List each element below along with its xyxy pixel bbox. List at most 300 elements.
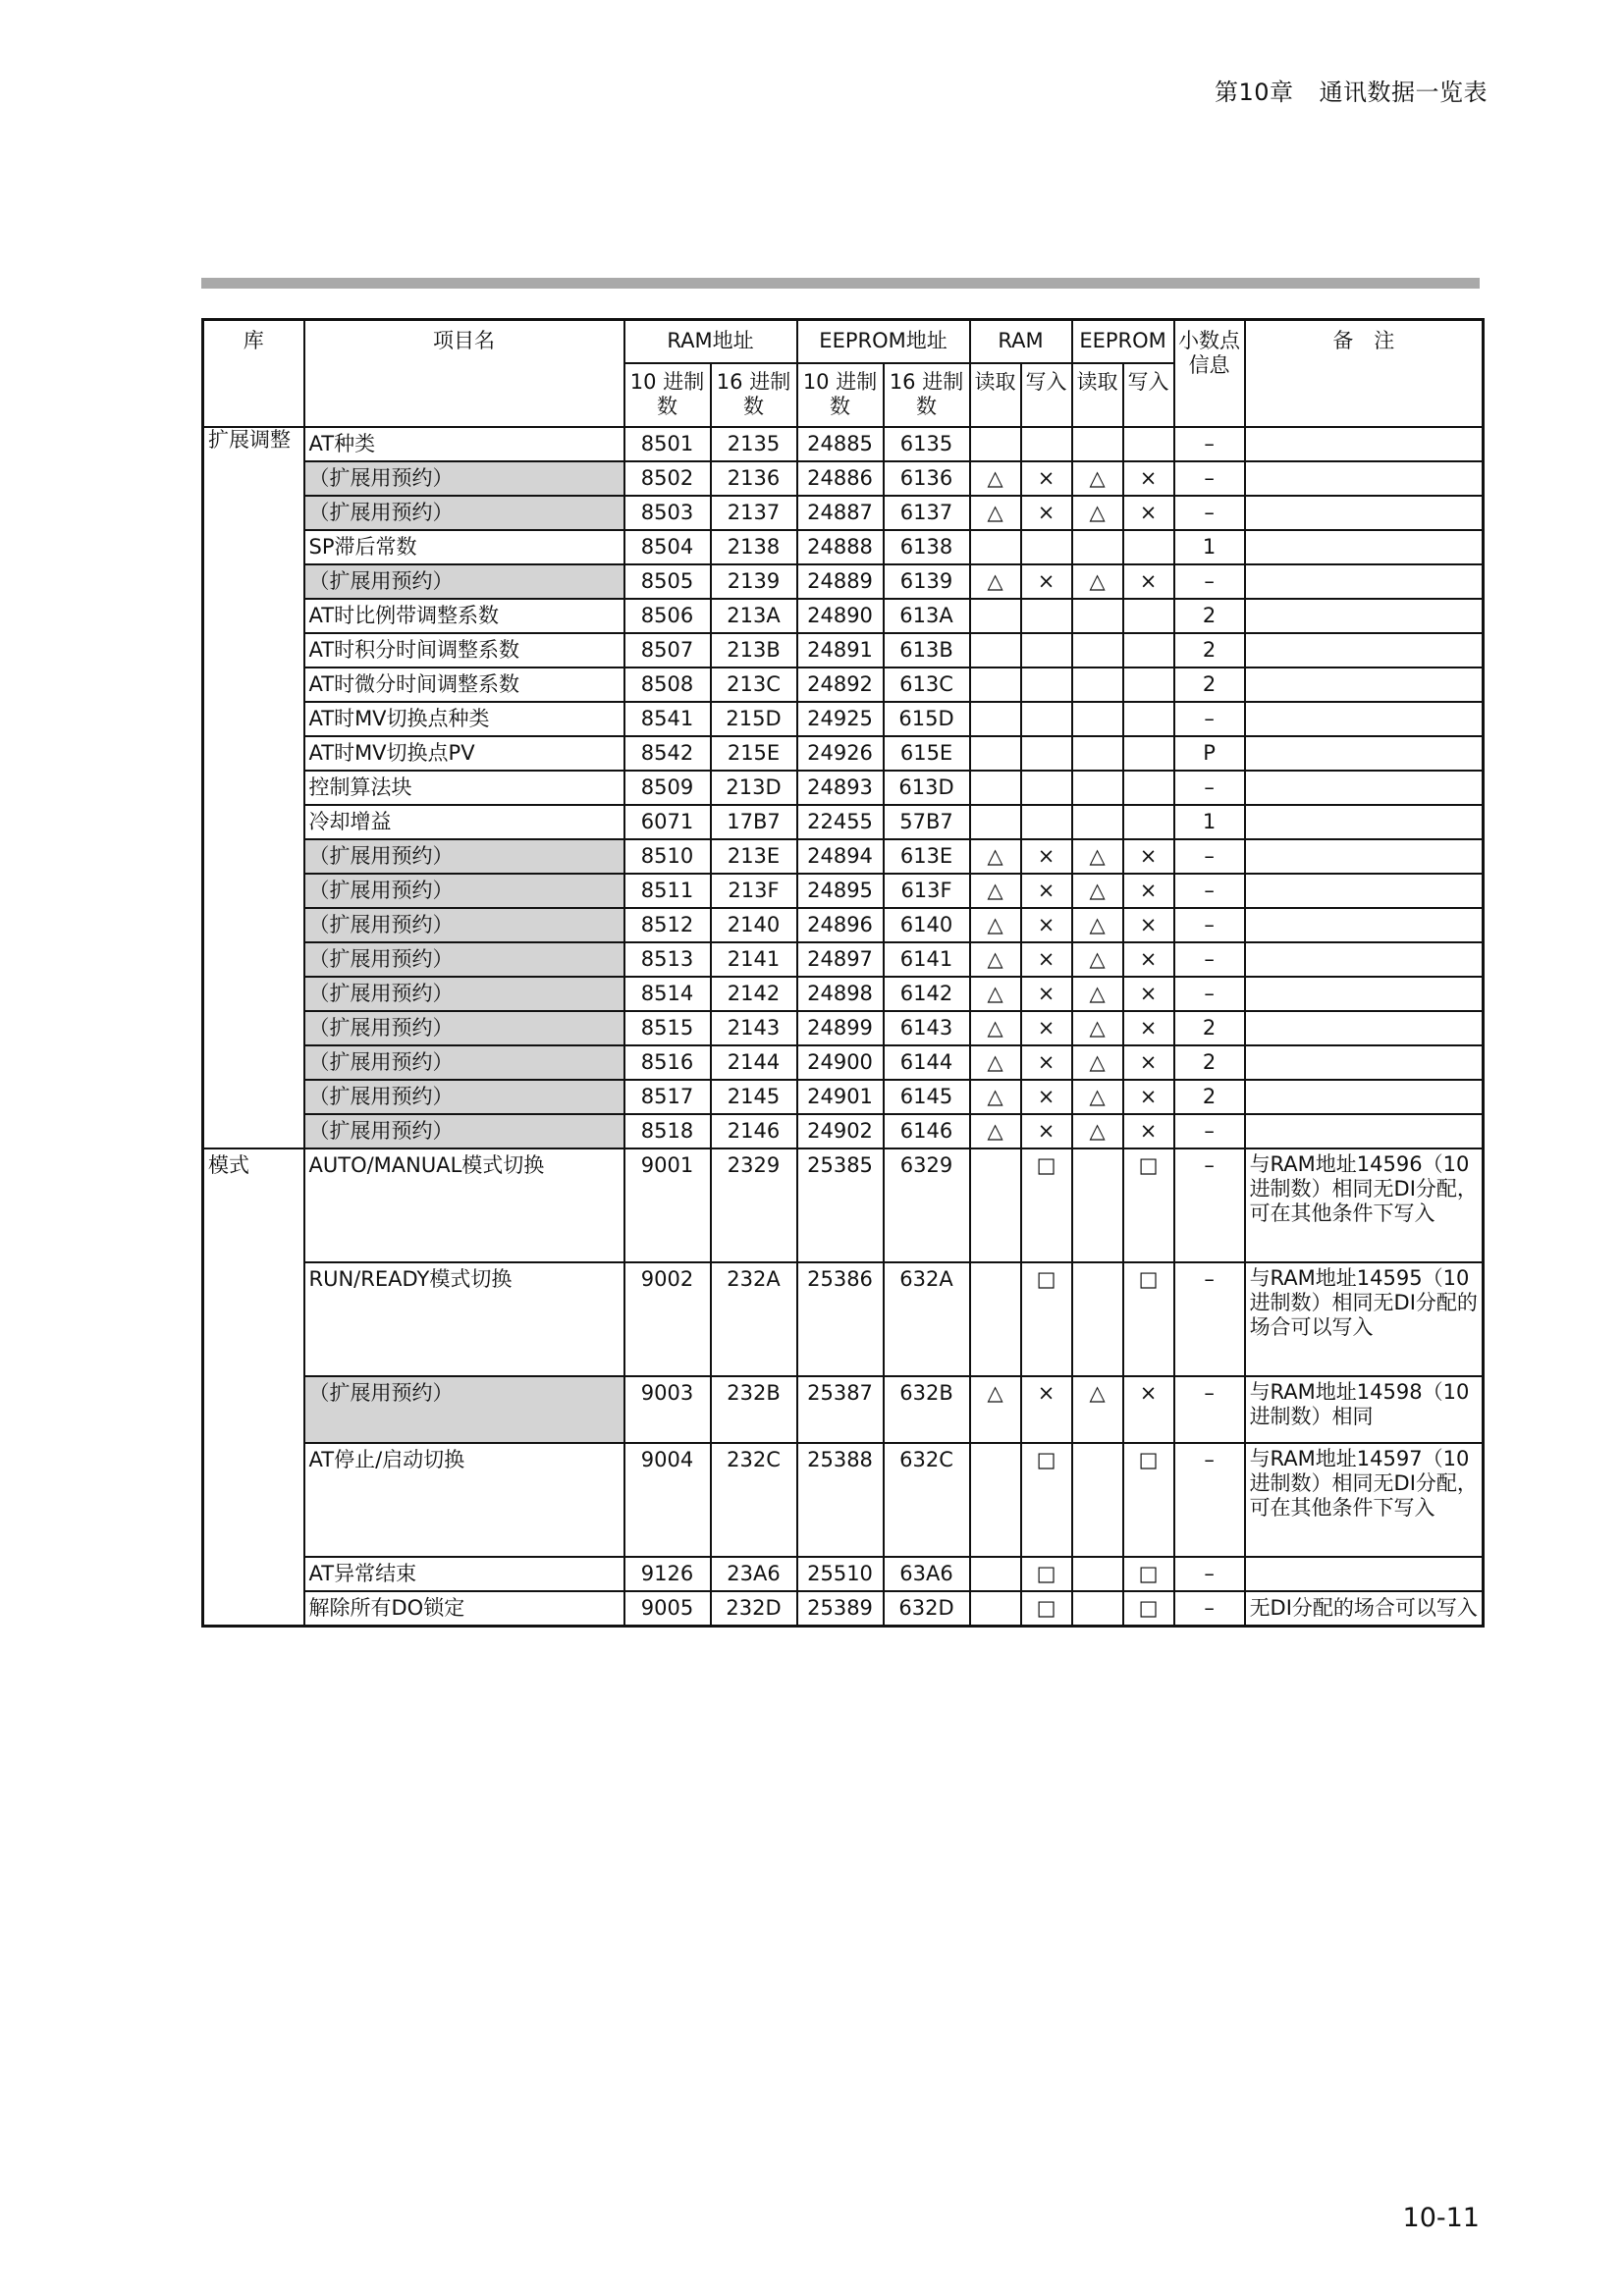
cell-eeprom-dec: 24926 bbox=[797, 736, 884, 771]
cell-note bbox=[1245, 633, 1484, 667]
cell-ram-dec: 8510 bbox=[624, 839, 711, 874]
cell-eeprom-hex: 613C bbox=[884, 667, 970, 702]
cell-ram-read: △ bbox=[970, 1045, 1021, 1080]
cell-item-name: （扩展用预约） bbox=[304, 977, 624, 1011]
cell-ram-read: △ bbox=[970, 1080, 1021, 1114]
cell-ram-hex: 2144 bbox=[711, 1045, 797, 1080]
cell-ram-hex: 213A bbox=[711, 599, 797, 633]
cell-eeprom-read: △ bbox=[1072, 496, 1123, 530]
cell-eeprom-write bbox=[1123, 633, 1174, 667]
cell-ram-write: □ bbox=[1021, 1262, 1072, 1376]
cell-eeprom-read: △ bbox=[1072, 839, 1123, 874]
col-header-ram-write: 写入 bbox=[1021, 363, 1072, 427]
chapter-title: 通讯数据一览表 bbox=[1319, 79, 1488, 106]
cell-eeprom-write bbox=[1123, 427, 1174, 461]
cell-eeprom-write bbox=[1123, 530, 1174, 564]
cell-eeprom-dec: 24925 bbox=[797, 702, 884, 736]
group-label-mode: 模式 bbox=[203, 1148, 304, 1627]
cell-ram-write: × bbox=[1021, 977, 1072, 1011]
cell-note bbox=[1245, 1557, 1484, 1591]
cell-ram-read bbox=[970, 1557, 1021, 1591]
cell-note bbox=[1245, 427, 1484, 461]
cell-eeprom-hex: 615E bbox=[884, 736, 970, 771]
cell-eeprom-read: △ bbox=[1072, 942, 1123, 977]
cell-ram-dec: 8506 bbox=[624, 599, 711, 633]
cell-eeprom-read: △ bbox=[1072, 874, 1123, 908]
cell-eeprom-dec: 24897 bbox=[797, 942, 884, 977]
cell-eeprom-dec: 24887 bbox=[797, 496, 884, 530]
col-header-ram: RAM bbox=[970, 320, 1072, 364]
cell-ram-read: △ bbox=[970, 874, 1021, 908]
cell-ram-write: × bbox=[1021, 1114, 1072, 1148]
cell-decimal-info: 2 bbox=[1174, 1080, 1245, 1114]
cell-ram-write: □ bbox=[1021, 1148, 1072, 1262]
cell-note bbox=[1245, 942, 1484, 977]
cell-eeprom-hex: 6329 bbox=[884, 1148, 970, 1262]
cell-decimal-info: – bbox=[1174, 977, 1245, 1011]
cell-eeprom-write bbox=[1123, 599, 1174, 633]
cell-note: 与RAM地址14597（10进制数）相同无DI分配，可在其他条件下写入 bbox=[1245, 1443, 1484, 1557]
cell-ram-dec: 9004 bbox=[624, 1443, 711, 1557]
col-header-ram-addr: RAM地址 bbox=[624, 320, 797, 364]
cell-ram-write bbox=[1021, 702, 1072, 736]
cell-eeprom-write: × bbox=[1123, 496, 1174, 530]
page-number: 10-11 bbox=[1402, 2203, 1480, 2233]
cell-eeprom-read: △ bbox=[1072, 1080, 1123, 1114]
cell-eeprom-write: □ bbox=[1123, 1591, 1174, 1627]
col-header-notes: 备 注 bbox=[1245, 320, 1484, 428]
cell-eeprom-hex: 6138 bbox=[884, 530, 970, 564]
cell-ram-dec: 8541 bbox=[624, 702, 711, 736]
cell-item-name: （扩展用预约） bbox=[304, 1376, 624, 1443]
cell-eeprom-dec: 24892 bbox=[797, 667, 884, 702]
cell-eeprom-dec: 22455 bbox=[797, 805, 884, 839]
cell-decimal-info: 2 bbox=[1174, 1045, 1245, 1080]
cell-item-name: 控制算法块 bbox=[304, 771, 624, 805]
table-row bbox=[203, 1443, 1484, 1557]
cell-item-name: AT时积分时间调整系数 bbox=[304, 633, 624, 667]
cell-eeprom-dec: 24900 bbox=[797, 1045, 884, 1080]
cell-decimal-info: – bbox=[1174, 1262, 1245, 1376]
cell-ram-read bbox=[970, 530, 1021, 564]
col-header-eeprom-dec: 10 进制数 bbox=[797, 363, 884, 427]
cell-ram-write: × bbox=[1021, 1011, 1072, 1045]
cell-eeprom-write: × bbox=[1123, 1045, 1174, 1080]
table-row bbox=[203, 1591, 1484, 1627]
cell-decimal-info: 1 bbox=[1174, 805, 1245, 839]
cell-ram-write bbox=[1021, 736, 1072, 771]
table-row bbox=[203, 427, 1484, 461]
cell-ram-dec: 8503 bbox=[624, 496, 711, 530]
table-row bbox=[203, 1114, 1484, 1148]
cell-item-name: AT时MV切换点种类 bbox=[304, 702, 624, 736]
cell-item-name: SP滞后常数 bbox=[304, 530, 624, 564]
cell-ram-hex: 213E bbox=[711, 839, 797, 874]
table-row bbox=[203, 633, 1484, 667]
table-row bbox=[203, 496, 1484, 530]
cell-eeprom-dec: 24890 bbox=[797, 599, 884, 633]
col-header-decimal: 小数点信息 bbox=[1174, 320, 1245, 428]
cell-eeprom-hex: 6141 bbox=[884, 942, 970, 977]
cell-ram-dec: 8505 bbox=[624, 564, 711, 599]
cell-ram-write: × bbox=[1021, 564, 1072, 599]
cell-ram-read: △ bbox=[970, 908, 1021, 942]
cell-ram-dec: 9001 bbox=[624, 1148, 711, 1262]
cell-eeprom-dec: 24885 bbox=[797, 427, 884, 461]
cell-item-name: AT时比例带调整系数 bbox=[304, 599, 624, 633]
cell-ram-dec: 8501 bbox=[624, 427, 711, 461]
cell-eeprom-dec: 25386 bbox=[797, 1262, 884, 1376]
cell-note bbox=[1245, 839, 1484, 874]
cell-note bbox=[1245, 1045, 1484, 1080]
cell-ram-hex: 2143 bbox=[711, 1011, 797, 1045]
cell-item-name: （扩展用预约） bbox=[304, 874, 624, 908]
cell-ram-hex: 232C bbox=[711, 1443, 797, 1557]
cell-note: 无DI分配的场合可以写入 bbox=[1245, 1591, 1484, 1627]
cell-item-name: AUTO/MANUAL模式切换 bbox=[304, 1148, 624, 1262]
cell-eeprom-dec: 24902 bbox=[797, 1114, 884, 1148]
section-divider-bar bbox=[201, 278, 1480, 289]
cell-item-name: 冷却增益 bbox=[304, 805, 624, 839]
table-row bbox=[203, 1376, 1484, 1443]
cell-eeprom-hex: 6135 bbox=[884, 427, 970, 461]
cell-eeprom-write bbox=[1123, 702, 1174, 736]
cell-ram-write bbox=[1021, 805, 1072, 839]
cell-eeprom-dec: 25510 bbox=[797, 1557, 884, 1591]
cell-ram-read: △ bbox=[970, 1011, 1021, 1045]
cell-ram-read: △ bbox=[970, 461, 1021, 496]
cell-item-name: （扩展用预约） bbox=[304, 839, 624, 874]
cell-eeprom-write: □ bbox=[1123, 1262, 1174, 1376]
cell-decimal-info: – bbox=[1174, 908, 1245, 942]
cell-decimal-info: 2 bbox=[1174, 599, 1245, 633]
cell-note bbox=[1245, 1011, 1484, 1045]
cell-note bbox=[1245, 805, 1484, 839]
cell-ram-write: □ bbox=[1021, 1443, 1072, 1557]
cell-decimal-info: – bbox=[1174, 1443, 1245, 1557]
cell-eeprom-read bbox=[1072, 599, 1123, 633]
cell-eeprom-read bbox=[1072, 427, 1123, 461]
cell-eeprom-dec: 25389 bbox=[797, 1591, 884, 1627]
cell-ram-read: △ bbox=[970, 839, 1021, 874]
table-row bbox=[203, 977, 1484, 1011]
cell-ram-hex: 215E bbox=[711, 736, 797, 771]
cell-ram-read bbox=[970, 633, 1021, 667]
cell-ram-read bbox=[970, 667, 1021, 702]
cell-eeprom-dec: 24895 bbox=[797, 874, 884, 908]
table-row bbox=[203, 667, 1484, 702]
table-row bbox=[203, 908, 1484, 942]
table-row bbox=[203, 874, 1484, 908]
cell-ram-hex: 232A bbox=[711, 1262, 797, 1376]
cell-eeprom-dec: 24898 bbox=[797, 977, 884, 1011]
cell-item-name: （扩展用预约） bbox=[304, 1011, 624, 1045]
col-header-ram-read: 读取 bbox=[970, 363, 1021, 427]
cell-ram-hex: 213D bbox=[711, 771, 797, 805]
cell-ram-dec: 9126 bbox=[624, 1557, 711, 1591]
cell-ram-dec: 8502 bbox=[624, 461, 711, 496]
cell-note bbox=[1245, 1080, 1484, 1114]
cell-ram-dec: 8518 bbox=[624, 1114, 711, 1148]
cell-ram-write: × bbox=[1021, 942, 1072, 977]
cell-eeprom-dec: 24886 bbox=[797, 461, 884, 496]
cell-eeprom-dec: 24891 bbox=[797, 633, 884, 667]
cell-eeprom-hex: 632D bbox=[884, 1591, 970, 1627]
col-header-eeprom-hex: 16 进制数 bbox=[884, 363, 970, 427]
cell-item-name: RUN/READY模式切换 bbox=[304, 1262, 624, 1376]
cell-ram-write: × bbox=[1021, 496, 1072, 530]
cell-eeprom-dec: 24899 bbox=[797, 1011, 884, 1045]
cell-eeprom-hex: 613E bbox=[884, 839, 970, 874]
cell-ram-write: × bbox=[1021, 839, 1072, 874]
cell-eeprom-read bbox=[1072, 1262, 1123, 1376]
cell-eeprom-read: △ bbox=[1072, 1011, 1123, 1045]
cell-ram-dec: 8515 bbox=[624, 1011, 711, 1045]
table-row bbox=[203, 771, 1484, 805]
cell-ram-dec: 9002 bbox=[624, 1262, 711, 1376]
cell-eeprom-hex: 6145 bbox=[884, 1080, 970, 1114]
cell-ram-read bbox=[970, 1591, 1021, 1627]
cell-eeprom-read bbox=[1072, 1557, 1123, 1591]
cell-eeprom-write bbox=[1123, 667, 1174, 702]
table-body bbox=[203, 427, 1484, 1627]
table-row bbox=[203, 1011, 1484, 1045]
cell-eeprom-dec: 24893 bbox=[797, 771, 884, 805]
cell-decimal-info: – bbox=[1174, 839, 1245, 874]
cell-eeprom-hex: 6146 bbox=[884, 1114, 970, 1148]
cell-eeprom-read bbox=[1072, 667, 1123, 702]
table-row bbox=[203, 839, 1484, 874]
cell-ram-hex: 215D bbox=[711, 702, 797, 736]
cell-note bbox=[1245, 496, 1484, 530]
cell-ram-hex: 213C bbox=[711, 667, 797, 702]
cell-ram-write bbox=[1021, 427, 1072, 461]
cell-ram-read bbox=[970, 1148, 1021, 1262]
cell-ram-read bbox=[970, 1262, 1021, 1376]
cell-ram-dec: 8513 bbox=[624, 942, 711, 977]
cell-item-name: （扩展用预约） bbox=[304, 564, 624, 599]
col-header-eeprom: EEPROM bbox=[1072, 320, 1174, 364]
col-header-eeprom-read: 读取 bbox=[1072, 363, 1123, 427]
cell-ram-hex: 232B bbox=[711, 1376, 797, 1443]
cell-eeprom-write: □ bbox=[1123, 1557, 1174, 1591]
cell-note bbox=[1245, 530, 1484, 564]
cell-decimal-info: 2 bbox=[1174, 1011, 1245, 1045]
cell-eeprom-dec: 25385 bbox=[797, 1148, 884, 1262]
cell-eeprom-hex: 613A bbox=[884, 599, 970, 633]
cell-ram-read bbox=[970, 1443, 1021, 1557]
cell-ram-write: □ bbox=[1021, 1591, 1072, 1627]
cell-ram-dec: 8507 bbox=[624, 633, 711, 667]
cell-ram-dec: 8508 bbox=[624, 667, 711, 702]
cell-note bbox=[1245, 771, 1484, 805]
cell-note bbox=[1245, 667, 1484, 702]
cell-decimal-info: – bbox=[1174, 702, 1245, 736]
cell-ram-write: □ bbox=[1021, 1557, 1072, 1591]
cell-eeprom-write: □ bbox=[1123, 1443, 1174, 1557]
cell-item-name: AT时MV切换点PV bbox=[304, 736, 624, 771]
cell-ram-hex: 213F bbox=[711, 874, 797, 908]
cell-eeprom-write bbox=[1123, 771, 1174, 805]
cell-note bbox=[1245, 874, 1484, 908]
cell-ram-hex: 232D bbox=[711, 1591, 797, 1627]
cell-ram-dec: 8514 bbox=[624, 977, 711, 1011]
cell-eeprom-write: × bbox=[1123, 908, 1174, 942]
cell-eeprom-hex: 613B bbox=[884, 633, 970, 667]
cell-ram-read: △ bbox=[970, 496, 1021, 530]
cell-note bbox=[1245, 977, 1484, 1011]
cell-eeprom-write bbox=[1123, 736, 1174, 771]
col-header-eeprom-write: 写入 bbox=[1123, 363, 1174, 427]
cell-ram-dec: 6071 bbox=[624, 805, 711, 839]
cell-ram-read: △ bbox=[970, 942, 1021, 977]
cell-ram-hex: 2140 bbox=[711, 908, 797, 942]
cell-ram-read bbox=[970, 736, 1021, 771]
cell-ram-dec: 8509 bbox=[624, 771, 711, 805]
cell-item-name: （扩展用预约） bbox=[304, 1080, 624, 1114]
cell-ram-read bbox=[970, 599, 1021, 633]
cell-eeprom-read: △ bbox=[1072, 908, 1123, 942]
cell-decimal-info: 2 bbox=[1174, 667, 1245, 702]
cell-decimal-info: – bbox=[1174, 564, 1245, 599]
cell-ram-read: △ bbox=[970, 564, 1021, 599]
cell-eeprom-write: × bbox=[1123, 839, 1174, 874]
table-row bbox=[203, 1148, 1484, 1262]
cell-note bbox=[1245, 564, 1484, 599]
cell-eeprom-read bbox=[1072, 1148, 1123, 1262]
cell-eeprom-read bbox=[1072, 633, 1123, 667]
col-header-ram-dec: 10 进制数 bbox=[624, 363, 711, 427]
cell-ram-hex: 2141 bbox=[711, 942, 797, 977]
table-row bbox=[203, 805, 1484, 839]
cell-ram-hex: 2136 bbox=[711, 461, 797, 496]
cell-note: 与RAM地址14598（10进制数）相同 bbox=[1245, 1376, 1484, 1443]
cell-ram-write bbox=[1021, 771, 1072, 805]
chapter-label: 第10章 bbox=[1214, 79, 1294, 106]
cell-item-name: （扩展用预约） bbox=[304, 461, 624, 496]
cell-item-name: AT停止/启动切换 bbox=[304, 1443, 624, 1557]
cell-eeprom-dec: 24889 bbox=[797, 564, 884, 599]
table-row bbox=[203, 1045, 1484, 1080]
cell-eeprom-dec: 24896 bbox=[797, 908, 884, 942]
cell-eeprom-hex: 6143 bbox=[884, 1011, 970, 1045]
cell-eeprom-write: × bbox=[1123, 874, 1174, 908]
cell-decimal-info: – bbox=[1174, 461, 1245, 496]
cell-ram-hex: 2146 bbox=[711, 1114, 797, 1148]
cell-eeprom-hex: 6139 bbox=[884, 564, 970, 599]
cell-ram-write: × bbox=[1021, 1376, 1072, 1443]
cell-eeprom-dec: 24894 bbox=[797, 839, 884, 874]
cell-ram-hex: 2329 bbox=[711, 1148, 797, 1262]
cell-item-name: AT异常结束 bbox=[304, 1557, 624, 1591]
cell-note: 与RAM地址14595（10进制数）相同无DI分配的场合可以写入 bbox=[1245, 1262, 1484, 1376]
cell-note bbox=[1245, 908, 1484, 942]
cell-ram-dec: 8511 bbox=[624, 874, 711, 908]
cell-eeprom-hex: 6140 bbox=[884, 908, 970, 942]
cell-ram-hex: 2139 bbox=[711, 564, 797, 599]
cell-item-name: （扩展用预约） bbox=[304, 1114, 624, 1148]
cell-decimal-info: – bbox=[1174, 427, 1245, 461]
cell-ram-write bbox=[1021, 530, 1072, 564]
cell-eeprom-write: × bbox=[1123, 977, 1174, 1011]
cell-eeprom-write bbox=[1123, 805, 1174, 839]
cell-ram-read bbox=[970, 771, 1021, 805]
cell-ram-read: △ bbox=[970, 977, 1021, 1011]
cell-eeprom-read bbox=[1072, 530, 1123, 564]
cell-eeprom-dec: 24888 bbox=[797, 530, 884, 564]
cell-decimal-info: – bbox=[1174, 1591, 1245, 1627]
cell-decimal-info: – bbox=[1174, 1114, 1245, 1148]
cell-decimal-info: 2 bbox=[1174, 633, 1245, 667]
cell-ram-write: × bbox=[1021, 874, 1072, 908]
cell-eeprom-hex: 6144 bbox=[884, 1045, 970, 1080]
table-row bbox=[203, 564, 1484, 599]
cell-ram-dec: 9003 bbox=[624, 1376, 711, 1443]
cell-note bbox=[1245, 1114, 1484, 1148]
cell-ram-read bbox=[970, 805, 1021, 839]
cell-item-name: （扩展用预约） bbox=[304, 1045, 624, 1080]
cell-ram-write bbox=[1021, 667, 1072, 702]
cell-eeprom-hex: 613D bbox=[884, 771, 970, 805]
cell-ram-write: × bbox=[1021, 461, 1072, 496]
cell-ram-hex: 213B bbox=[711, 633, 797, 667]
cell-ram-dec: 9005 bbox=[624, 1591, 711, 1627]
cell-ram-read: △ bbox=[970, 1376, 1021, 1443]
cell-eeprom-read bbox=[1072, 702, 1123, 736]
cell-ram-hex: 23A6 bbox=[711, 1557, 797, 1591]
cell-decimal-info: P bbox=[1174, 736, 1245, 771]
table-row bbox=[203, 1262, 1484, 1376]
col-header-lib: 库 bbox=[203, 320, 304, 428]
cell-item-name: 解除所有DO锁定 bbox=[304, 1591, 624, 1627]
cell-eeprom-read: △ bbox=[1072, 564, 1123, 599]
cell-eeprom-hex: 613F bbox=[884, 874, 970, 908]
cell-eeprom-read bbox=[1072, 805, 1123, 839]
cell-note: 与RAM地址14596（10进制数）相同无DI分配，可在其他条件下写入 bbox=[1245, 1148, 1484, 1262]
cell-eeprom-read: △ bbox=[1072, 1376, 1123, 1443]
cell-eeprom-dec: 25388 bbox=[797, 1443, 884, 1557]
cell-note bbox=[1245, 736, 1484, 771]
cell-decimal-info: – bbox=[1174, 942, 1245, 977]
cell-ram-write: × bbox=[1021, 1045, 1072, 1080]
cell-ram-hex: 2137 bbox=[711, 496, 797, 530]
cell-item-name: （扩展用预约） bbox=[304, 496, 624, 530]
cell-item-name: AT时微分时间调整系数 bbox=[304, 667, 624, 702]
cell-decimal-info: – bbox=[1174, 496, 1245, 530]
cell-eeprom-dec: 24901 bbox=[797, 1080, 884, 1114]
comm-data-table bbox=[201, 318, 1485, 1628]
cell-ram-read: △ bbox=[970, 1114, 1021, 1148]
cell-eeprom-write: × bbox=[1123, 1376, 1174, 1443]
cell-decimal-info: – bbox=[1174, 771, 1245, 805]
cell-eeprom-write: × bbox=[1123, 1011, 1174, 1045]
cell-ram-write: × bbox=[1021, 908, 1072, 942]
table-row bbox=[203, 461, 1484, 496]
cell-ram-write: × bbox=[1021, 1080, 1072, 1114]
cell-decimal-info: – bbox=[1174, 874, 1245, 908]
cell-ram-dec: 8512 bbox=[624, 908, 711, 942]
cell-ram-dec: 8516 bbox=[624, 1045, 711, 1080]
cell-ram-dec: 8517 bbox=[624, 1080, 711, 1114]
cell-eeprom-write: × bbox=[1123, 461, 1174, 496]
cell-eeprom-hex: 632C bbox=[884, 1443, 970, 1557]
table-row bbox=[203, 736, 1484, 771]
group-label-ext: 扩展调整 bbox=[203, 427, 304, 1148]
table-row bbox=[203, 1557, 1484, 1591]
cell-eeprom-dec: 25387 bbox=[797, 1376, 884, 1443]
cell-item-name: AT种类 bbox=[304, 427, 624, 461]
cell-ram-dec: 8542 bbox=[624, 736, 711, 771]
